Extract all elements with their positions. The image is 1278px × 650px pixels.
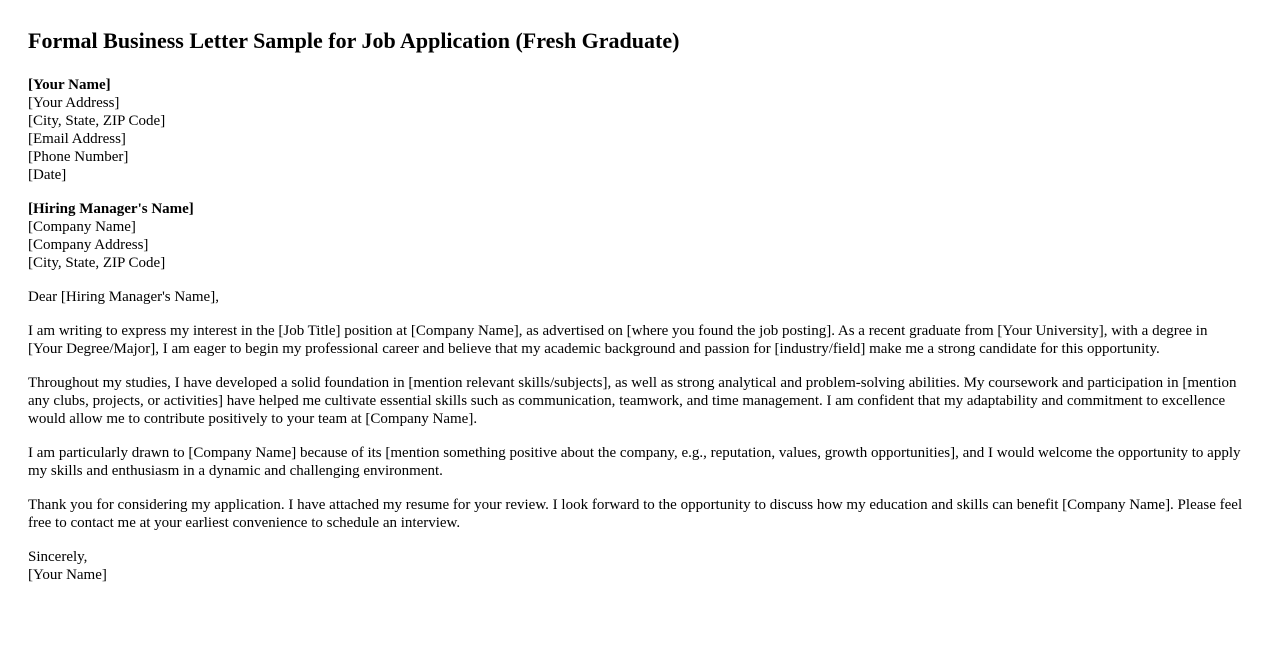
closing-block — [28, 548, 1250, 584]
page-title: Formal Business Letter Sample for Job Application (Fresh Graduate) — [28, 28, 680, 53]
recipient-address: [Company Address] — [28, 237, 149, 253]
valediction: Sincerely, — [28, 549, 88, 565]
sender-address: [Your Address] — [28, 95, 120, 111]
body-paragraph-4: Thank you for considering my application. I have attached my resume for your review. I look forward to the opportunity to discuss how my education and skills can benefit [Company Name]. Please feel free to contact me at your earliest convenience to schedule an interview. — [28, 497, 1243, 531]
recipient-name: [Hiring Manager's Name] — [28, 201, 194, 217]
recipient-company: [Company Name] — [28, 219, 136, 235]
body-paragraph-2: Throughout my studies, I have developed a solid foundation in [mention relevant skills/subjects], as well as strong analytical and problem-solving abilities. My coursework and participation in [mention any clubs, projects, or activities] have helped me cultivate essential skills such as communication, teamwork, and time management. I am confident that my adaptability and commitment to excellence would allow me to contribute positively to your team at [Company Name]. — [28, 375, 1237, 427]
salutation: Dear [Hiring Manager's Name], — [28, 289, 219, 305]
sender-email: [Email Address] — [28, 131, 126, 147]
body-paragraph-1: I am writing to express my interest in the [Job Title] position at [Company Name], as advertised on [where you found the job posting]. As a recent graduate from [Your University], with a degree in [Your Degree/Major], I am eager to begin my professional career and believe that my academic background and passion for [industry/field] make me a strong candidate for this opportunity. — [28, 323, 1208, 357]
recipient-city-state-zip: [City, State, ZIP Code] — [28, 255, 166, 271]
sender-city-state-zip: [City, State, ZIP Code] — [28, 113, 166, 129]
letter-date: [Date] — [28, 167, 67, 183]
signature-name: [Your Name] — [28, 567, 107, 583]
sender-phone: [Phone Number] — [28, 149, 129, 165]
sender-name: [Your Name] — [28, 77, 111, 93]
recipient-block — [28, 200, 1250, 272]
sender-block — [28, 76, 1250, 184]
body-paragraph-3: I am particularly drawn to [Company Name] because of its [mention something positive about the company, e.g., reputation, values, growth opportunities], and I would welcome the opportunity to apply my skills and enthusiasm in a dynamic and challenging environment. — [28, 445, 1241, 479]
